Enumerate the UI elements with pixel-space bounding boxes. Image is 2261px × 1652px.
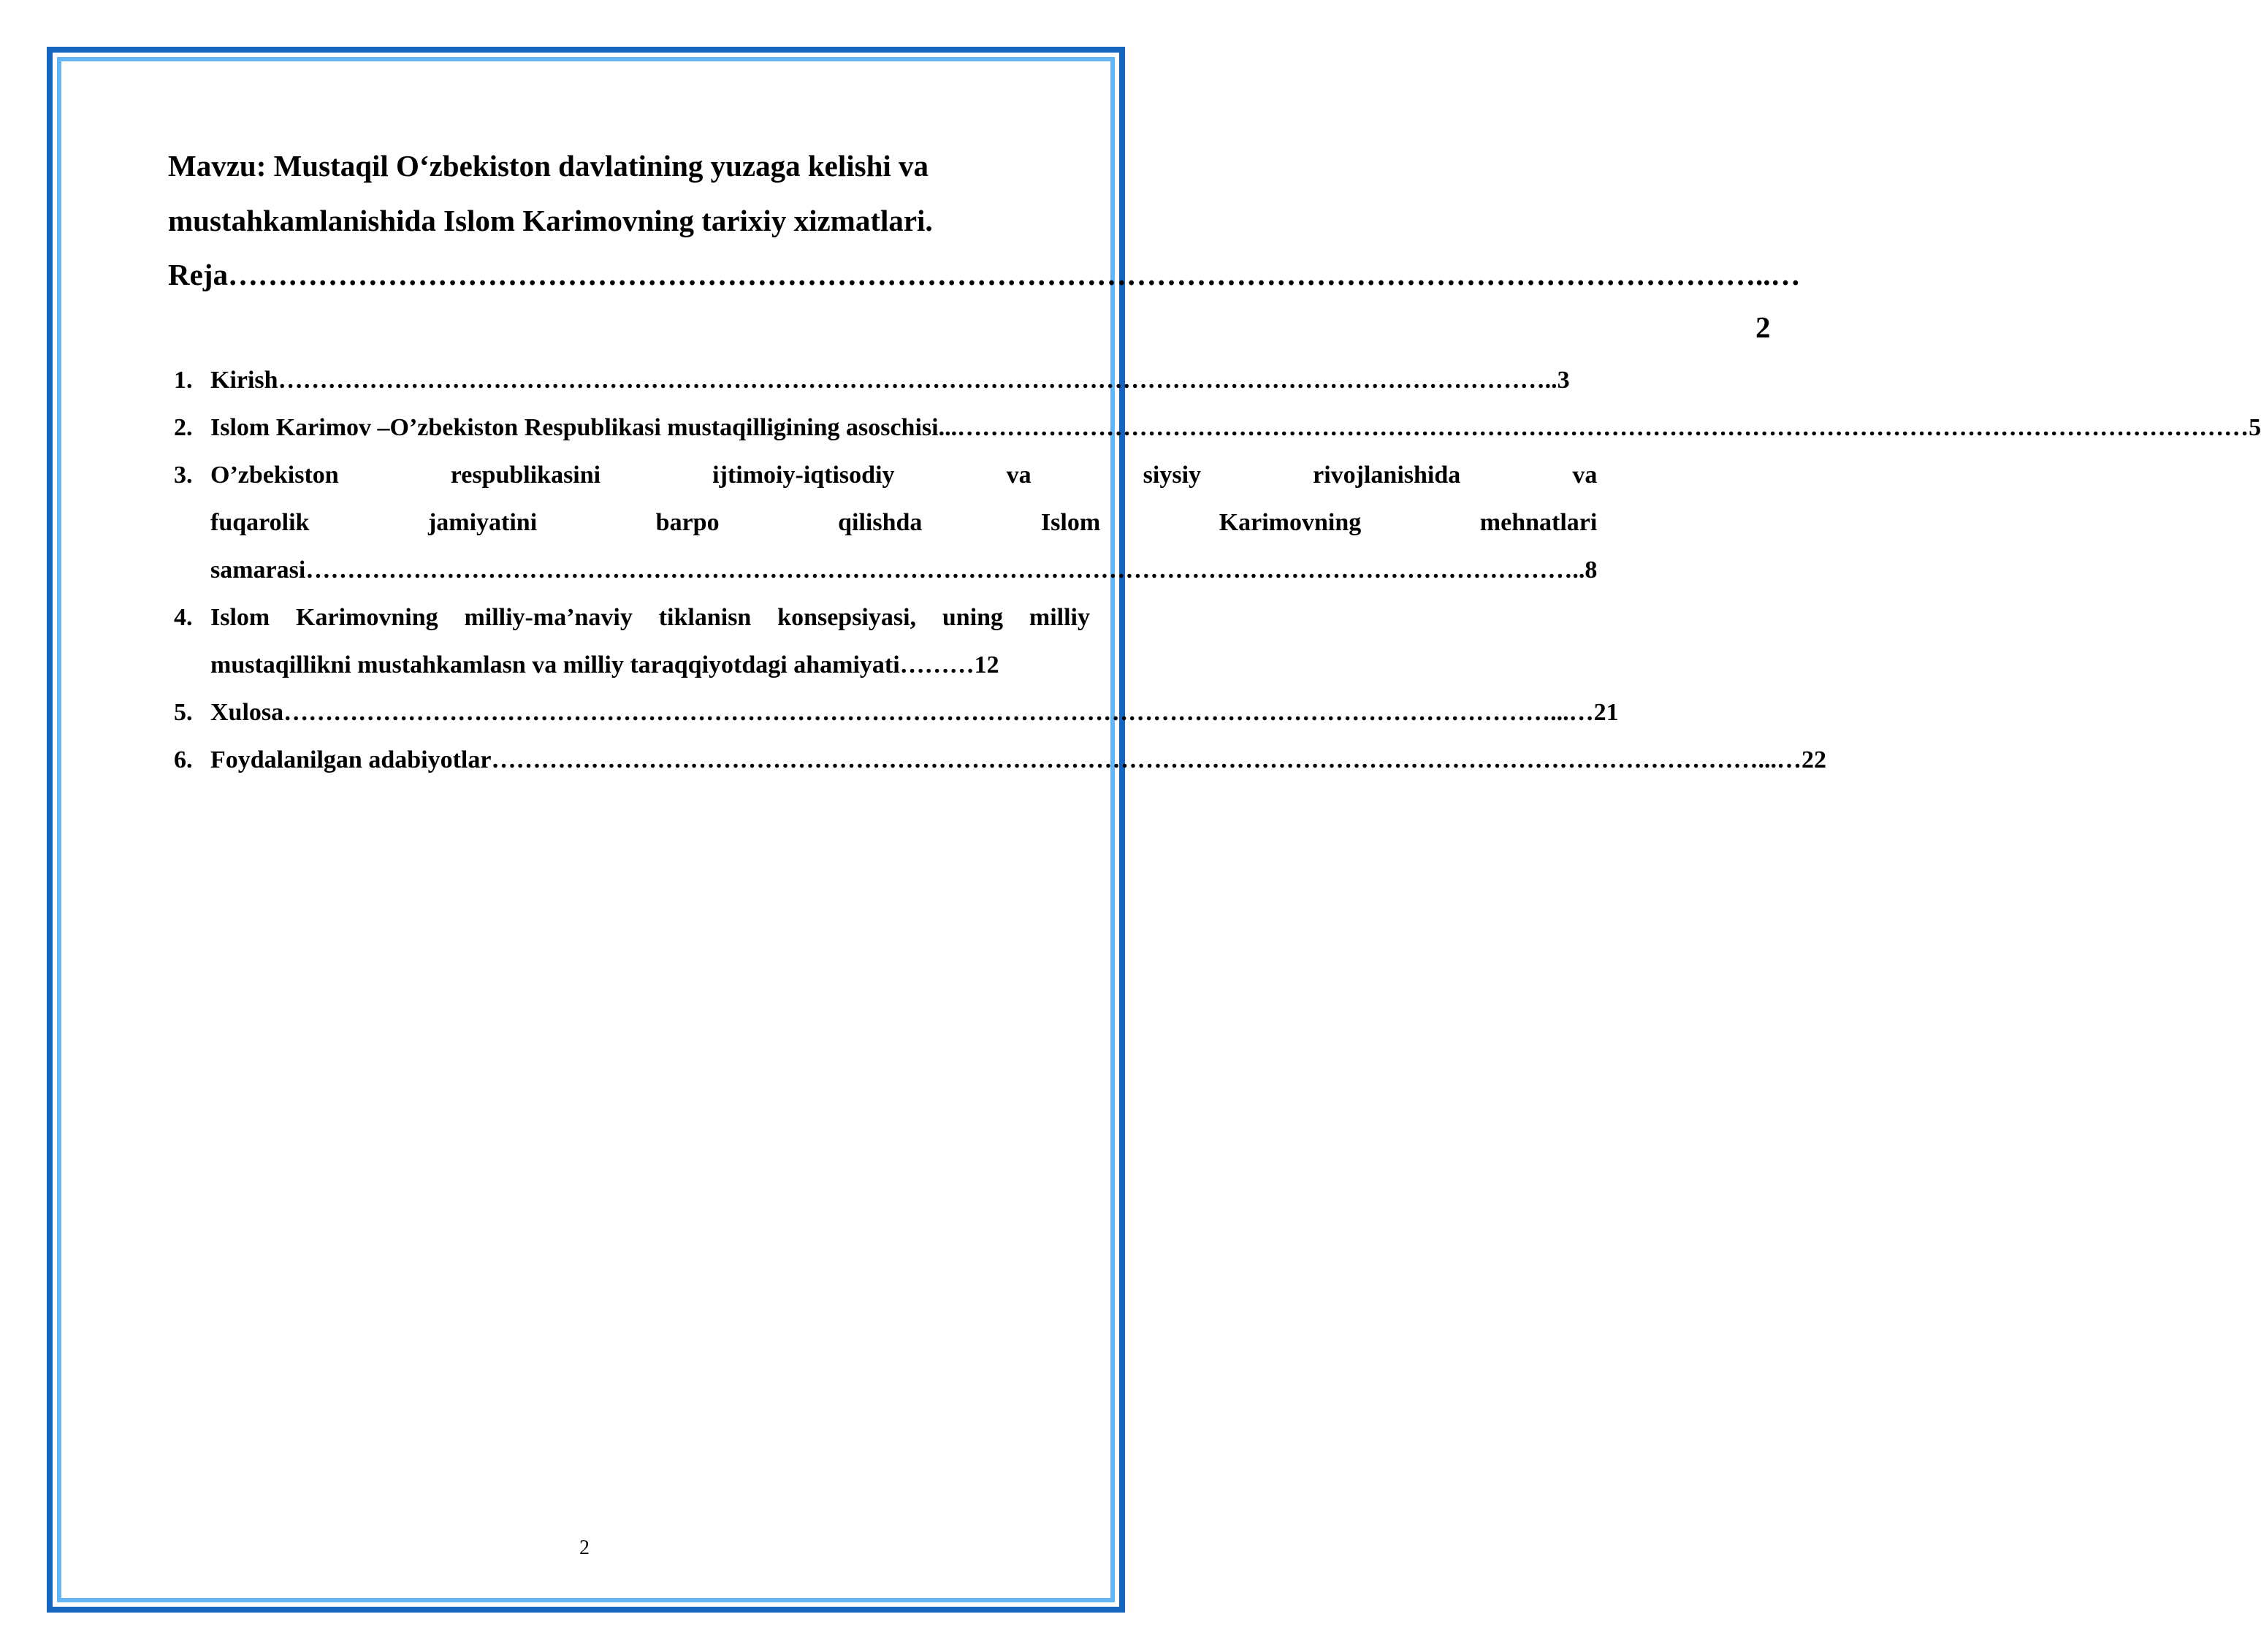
toc-item-page: ...…21 bbox=[1550, 699, 1619, 726]
toc-item-text: mustaqillikni mustahkamlasn va milliy taraqqiyotdagi ahamiyati bbox=[210, 651, 900, 678]
toc-item-page: …5 bbox=[2224, 414, 2261, 441]
leader-dots bbox=[957, 404, 2224, 451]
toc-item bbox=[168, 404, 2261, 451]
toc-item-text: samarasi bbox=[210, 557, 306, 584]
toc-item-text-line: O’zbekiston respublikasini ijtimoiy-iqtisodiy va siysiy rivojlanishida va bbox=[210, 462, 1598, 489]
toc-item-number: 4. bbox=[174, 604, 193, 631]
toc-item-number: 1. bbox=[174, 367, 193, 394]
toc-item-page: ..3 bbox=[1544, 367, 1570, 394]
toc-item bbox=[168, 689, 1619, 736]
toc-item-text: Islom Karimov –O’zbekiston Respublikasi mustaqilligining asoschisi... bbox=[210, 414, 958, 441]
leader-dots bbox=[278, 356, 1545, 404]
toc-item bbox=[168, 356, 1570, 404]
table-of-contents bbox=[168, 356, 2261, 784]
toc-item-number: 3. bbox=[174, 462, 193, 489]
leader-dots bbox=[228, 248, 1755, 353]
toc-item bbox=[168, 736, 1826, 784]
document-body bbox=[168, 139, 2261, 784]
document-title-line-2: mustahkamlanishida Islom Karimovning tarixiy xizmatlari. bbox=[168, 204, 933, 237]
toc-item bbox=[168, 594, 1090, 689]
toc-item-text: Kirish bbox=[210, 367, 278, 394]
toc-heading-page: ..…2 bbox=[1755, 258, 1801, 344]
toc-item-page: ………12 bbox=[899, 651, 999, 678]
toc-heading-label: Reja bbox=[168, 258, 228, 291]
leader-dots bbox=[283, 689, 1550, 736]
toc-item-number: 2. bbox=[174, 414, 193, 441]
leader-dots bbox=[491, 736, 1758, 784]
toc-item-number: 5. bbox=[174, 699, 193, 726]
toc-item-page: ...…22 bbox=[1758, 746, 1826, 773]
toc-item-page: ..8 bbox=[1572, 557, 1598, 584]
toc-heading bbox=[168, 248, 1801, 353]
toc-item bbox=[168, 451, 1598, 594]
toc-item-text: Xulosa bbox=[210, 699, 284, 726]
leader-dots bbox=[305, 546, 1572, 594]
toc-item-text-line: fuqarolik jamiyatini barpo qilishda Islom Karimovning mehnatlari bbox=[210, 509, 1598, 536]
toc-item-text-line: Islom Karimovning milliy-ma’naviy tiklanisn konsepsiyasi, uning milliy bbox=[210, 604, 1090, 631]
page-number: 2 bbox=[579, 1537, 590, 1559]
toc-item-text: Foydalanilgan adabiyotlar bbox=[210, 746, 492, 773]
document-title-line-1: Mavzu: Mustaqil O‘zbekiston davlatining yuzaga kelishi va bbox=[168, 149, 929, 183]
toc-item-number: 6. bbox=[174, 746, 193, 773]
